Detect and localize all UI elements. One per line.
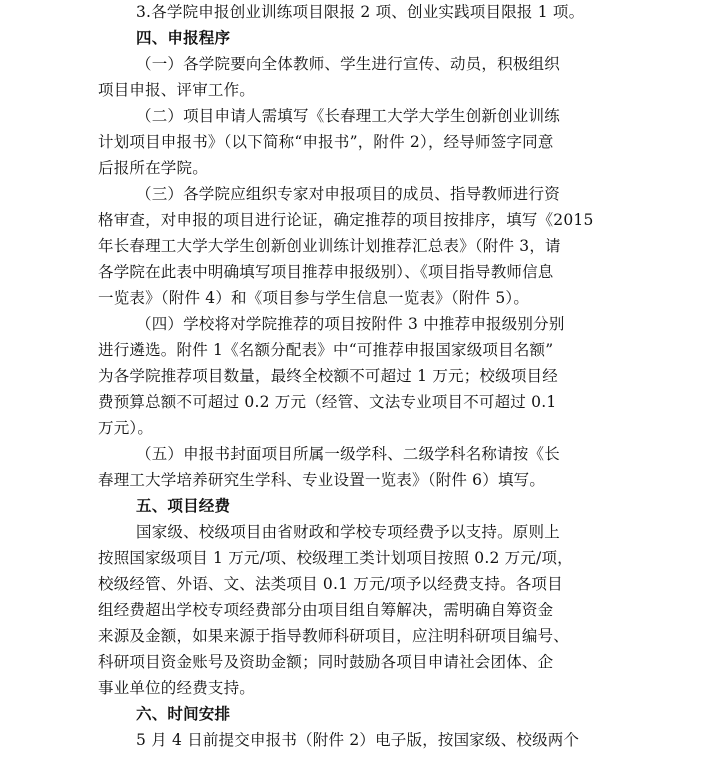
text-line: 各学院在此表中明确填写项目推荐申报级别）、《项目指导教师信息 [98,263,554,281]
text-line: 春理工大学培养研究生学科、专业设置一览表》（附件 6）填写。 [98,471,546,489]
text-line: 5 月 4 日前提交申报书（附件 2）电子版，按国家级、校级两个 [136,731,580,749]
text-line: 3.各学院申报创业训练项目限报 2 项、创业实践项目限报 1 项。 [136,3,585,21]
text-line: 计划项目申报书》（以下简称“申报书”，附件 2），经导师签字同意 [98,133,554,151]
text-line: 格审查，对申报的项目进行论证，确定推荐的项目按排序，填写《2015 [98,211,594,229]
text-line: （一）各学院要向全体教师、学生进行宣传、动员，积极组织 [136,55,560,73]
text-line: 为各学院推荐项目数量，最终全校额不可超过 1 万元；校级项目经 [98,367,558,385]
text-line: 费预算总额不可超过 0.2 万元（经管、文法专业项目不可超过 0.1 [98,393,557,411]
text-line: 进行遴选。附件 1《名额分配表》中“可推荐申报国家级项目名额” [98,341,554,359]
text-line: 科研项目资金账号及资助金额；同时鼓励各项目申请社会团体、企 [98,653,554,671]
text-line: （二）项目申请人需填写《长春理工大学大学生创新创业训练 [136,107,560,125]
text-line: （四）学校将对学院推荐的项目按附件 3 中推荐申报级别分别 [136,315,565,333]
section-heading-5: 五、项目经费 [136,497,231,515]
text-line: 万元）。 [98,419,154,437]
text-line: （三）各学院应组织专家对申报项目的成员、指导教师进行资 [136,185,560,203]
text-line: 来源及金额，如果来源于指导教师科研项目，应注明科研项目编号、 [98,627,570,645]
text-line: 组经费超出学校专项经费部分由项目组自筹解决，需明确自筹资金 [98,601,554,619]
text-line: 校级经管、外语、文、法类项目 0.1 万元/项予以经费支持。各项目 [98,575,563,593]
text-line: 按照国家级项目 1 万元/项、校级理工类计划项目按照 0.2 万元/项， [98,549,573,567]
section-heading-6: 六、时间安排 [136,705,231,723]
text-line: 一览表》（附件 4）和《项目参与学生信息一览表》（附件 5）。 [98,289,530,307]
text-line: 国家级、校级项目由省财政和学校专项经费予以支持。原则上 [136,523,560,541]
text-line: 事业单位的经费支持。 [98,679,256,697]
text-line: （五）申报书封面项目所属一级学科、二级学科名称请按《长 [136,445,560,463]
text-line: 后报所在学院。 [98,159,208,177]
section-heading-4: 四、申报程序 [136,29,231,47]
text-line: 年长春理工大学大学生创新创业训练计划推荐汇总表》（附件 3，请 [98,237,561,255]
text-line: 项目申报、评审工作。 [98,81,256,99]
